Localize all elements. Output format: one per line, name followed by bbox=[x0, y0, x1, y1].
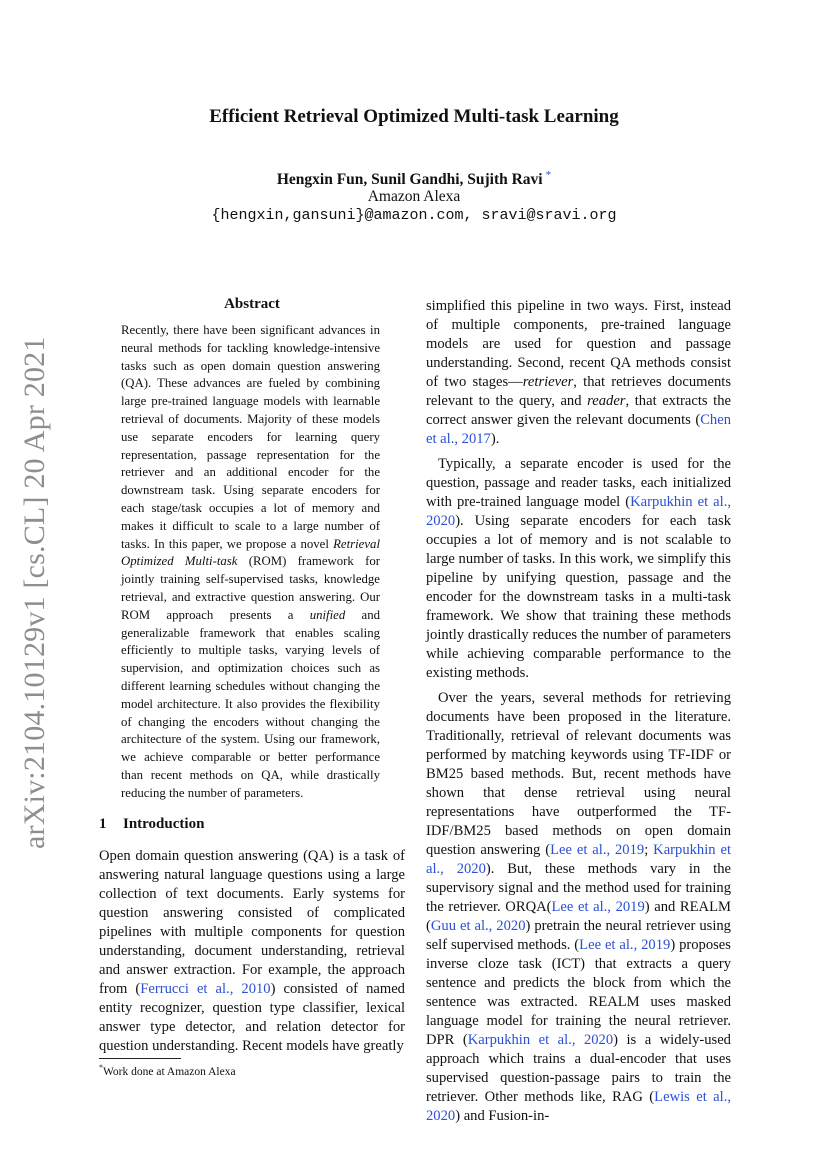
body-text: Open domain question answering (QA) is a task of answering natural language questions using a large collection of text documents. Early systems for question answering consisted of complicated pipelines with multiple components for question understanding, document understanding, retrieval and answer extraction. For example, the approach from ( bbox=[99, 848, 405, 997]
body-text: , that extracts the correct answer given the relevant documents ( bbox=[426, 393, 732, 428]
footnote-divider bbox=[99, 1058, 181, 1059]
body-text: Over the years, several methods for retrieving documents have been proposed in the literature. Traditionally, retrieval of relevant documents was performed by matching keywords using TF-IDF or BM25 based methods. But, recent methods have shown that dense retrieval using neural representations have outperformed the TF-IDF/BM25 based methods on open domain question answering ( bbox=[426, 690, 731, 858]
body-paragraph bbox=[426, 455, 731, 683]
body-text: ) and REALM ( bbox=[426, 899, 731, 934]
abstract-emphasis: unified bbox=[309, 607, 346, 622]
emphasis-text: retriever bbox=[522, 374, 574, 390]
citation-link[interactable]: Lee et al., 2019 bbox=[550, 842, 645, 858]
citation-link[interactable]: Ferrucci et al., 2010 bbox=[140, 981, 271, 997]
right-column bbox=[426, 297, 731, 1126]
author-line bbox=[0, 169, 828, 189]
body-text: ) is a widely-used approach which trains a dual-encoder that uses supervised question-passage pairs to train the retriever. Other methods like, RAG ( bbox=[426, 1032, 731, 1105]
section-heading-introduction bbox=[99, 816, 204, 833]
body-text: ) consisted of named entity recognizer, question type classifier, lexical answer type detector, and relation detector for question understanding. Recent models have greatly bbox=[99, 981, 405, 1054]
body-text: ; bbox=[644, 842, 654, 858]
arxiv-identifier-stamp: arXiv:2104.10129v1 [cs.CL] 20 Apr 2021 bbox=[18, 336, 51, 849]
intro-paragraph bbox=[99, 847, 405, 1056]
body-text: ). Using separate encoders for each task occupies a lot of memory and is not scalable to large number of tasks. In this work, we simplify this pipeline by unifying question, passage and the encoder for the downstream tasks in a multi-task framework. We show that training these methods jointly drastically reduces the number of parameters while achieving comparable performance to the existing methods. bbox=[426, 513, 731, 681]
paper-title: Efficient Retrieval Optimized Multi-task Learning bbox=[209, 106, 619, 127]
citation-link[interactable]: Karpukhin et al., 2020 bbox=[426, 842, 731, 877]
section-number: 1 bbox=[99, 816, 107, 832]
body-paragraph bbox=[426, 297, 731, 449]
abstract-text-part: and generalizable framework that enables scaling efficiently to multiple tasks, varying levels of supervision, and optimization choices such as different learning schedules without changing the model architecture. It also provides the flexibility of changing the encoders without changing the architecture of the system. Using our framework, we achieve comparable or better performance than recent methods on QA, while drastically reducing the number of parameters. bbox=[121, 607, 380, 800]
citation-link[interactable]: Guu et al., 2020 bbox=[430, 918, 526, 934]
abstract-text-part: (ROM) framework for jointly training self-supervised tasks, knowledge retrieval, and extractive question answering. Our ROM approach presents a bbox=[121, 554, 380, 622]
body-text: ) proposes inverse cloze task (ICT) that extracts a query sentence and predicts the block from which the sentence was extracted. REALM uses masked language model for training the neural retriever. DPR ( bbox=[426, 937, 731, 1048]
author-names: Hengxin Fun, Sunil Gandhi, Sujith Ravi bbox=[276, 171, 543, 189]
abstract-text-part: Recently, there have been significant advances in neural methods for tackling knowledge-intensive tasks such as open domain question answering (QA). These advances are fueled by combining large pre-trained language models with learnable retrieval of documents. Majority of these models use separate encoders for learning query representation, passage representation for the retriever and an additional encoder for the downstream task. Using separate encoders for each stage/task occupies a lot of memory and makes it difficult to scale to a large number of tasks. In this paper, we propose a novel bbox=[121, 323, 380, 551]
body-text: ). bbox=[490, 431, 500, 447]
citation-link[interactable]: Karpukhin et al., 2020 bbox=[467, 1032, 614, 1048]
body-text: simplified this pipeline in two ways. First, instead of multiple components, pre-trained language models are used for question and passage understanding. Second, recent QA methods consist of two stages— bbox=[426, 298, 731, 390]
emphasis-text: reader bbox=[587, 393, 626, 409]
author-emails: {hengxin,gansuni}@amazon.com, sravi@sravi.org bbox=[211, 207, 617, 224]
citation-link[interactable]: Lewis et al., 2020 bbox=[426, 1089, 732, 1124]
abstract-text bbox=[121, 322, 380, 803]
abstract-heading: Abstract bbox=[224, 296, 280, 312]
citation-link[interactable]: Lee et al., 2019 bbox=[579, 937, 671, 953]
body-text: ). But, these methods vary in the supervisory signal and the method used for training the retriever. ORQA( bbox=[426, 861, 731, 915]
footnote-mark: * bbox=[99, 1063, 103, 1072]
section-title: Introduction bbox=[123, 816, 205, 832]
body-text: ) pretrain the neural retriever using self supervised methods. ( bbox=[426, 918, 731, 953]
body-text: Typically, a separate encoder is used for the question, passage and reader tasks, each initialized with pre-trained language model ( bbox=[426, 456, 731, 510]
author-footnote-mark[interactable]: * bbox=[545, 169, 552, 181]
body-text: ) and Fusion-in- bbox=[455, 1108, 550, 1124]
citation-link[interactable]: Karpukhin et al., 2020 bbox=[426, 494, 732, 529]
footnote bbox=[99, 1063, 236, 1078]
footnote-text: Work done at Amazon Alexa bbox=[103, 1065, 236, 1078]
citation-link[interactable]: Chen et al., 2017 bbox=[426, 412, 731, 447]
citation-link[interactable]: Lee et al., 2019 bbox=[551, 899, 645, 915]
body-text: , that retrieves documents relevant to the query, and bbox=[426, 374, 731, 409]
affiliation: Amazon Alexa bbox=[367, 188, 461, 205]
body-paragraph bbox=[426, 689, 731, 1126]
abstract-emphasis: Retrieval Optimized Multi-task bbox=[121, 536, 380, 569]
